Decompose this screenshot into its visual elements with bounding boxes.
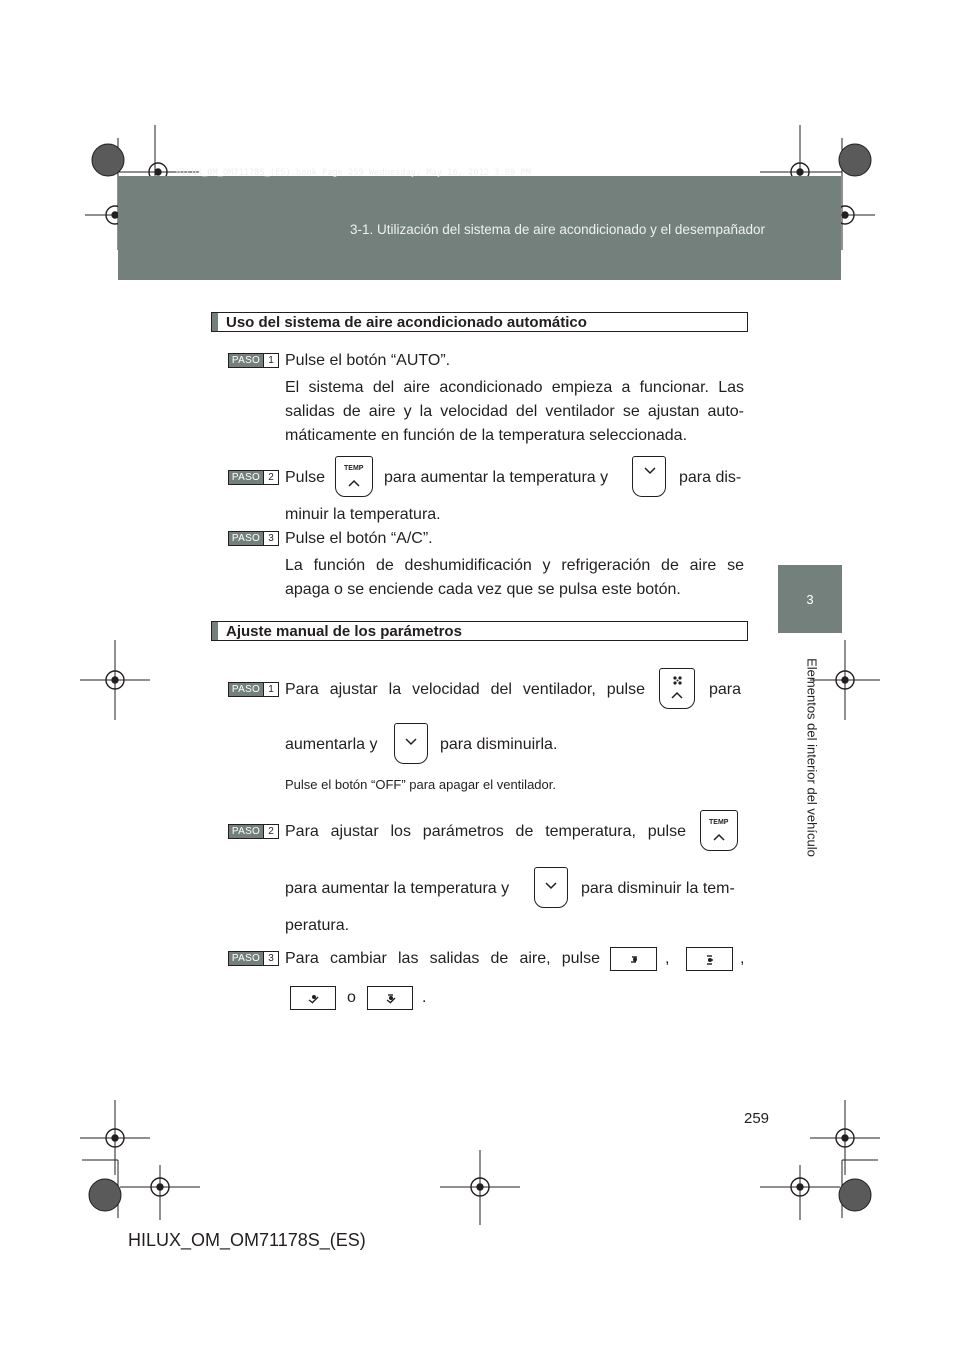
step-text: Pulse el botón “A/C”. xyxy=(285,530,433,547)
step-badge: PASO 3 xyxy=(228,531,279,546)
step-description: apaga o se enciende cada vez que se pulsa este botón. xyxy=(285,581,681,598)
step-text: Para cambiar las salidas de aire, pulse xyxy=(285,950,600,967)
step-text: Pulse el botón “AUTO”. xyxy=(285,352,451,369)
step-text: minuir la temperatura. xyxy=(285,506,441,523)
step-text: para aumentar la temperatura y xyxy=(384,469,609,486)
step-badge: PASO 1 xyxy=(228,353,279,368)
vent-bilevel-icon xyxy=(686,947,733,971)
separator: , xyxy=(740,950,745,967)
conjunction: o xyxy=(347,989,356,1006)
temp-up-button-icon xyxy=(335,456,373,497)
step-text: para disminuirla. xyxy=(440,736,558,753)
step-text: aumentarla y xyxy=(285,736,378,753)
page-number: 259 xyxy=(744,1110,770,1127)
step-description: La función de deshumidificación y refrigeración de aire se xyxy=(285,557,744,574)
step-text: para aumentar la temperatura y xyxy=(285,880,510,897)
heading-manual xyxy=(211,621,748,641)
step-badge: PASO 2 xyxy=(228,824,279,839)
step-text: Para ajustar la velocidad del ventilador, pulse xyxy=(285,681,645,698)
chapter-title: Elementos del interior del vehículo xyxy=(804,658,820,857)
step-text: para xyxy=(709,681,742,698)
step-note: Pulse el botón “OFF” para apagar el ventilador. xyxy=(285,777,556,792)
svg-text:TEMP: TEMP xyxy=(344,465,364,472)
step-text: peratura. xyxy=(285,917,350,934)
temp-up-button-icon xyxy=(700,810,738,851)
step-text: para disminuir la tem- xyxy=(581,880,735,897)
temp-down-button-icon xyxy=(534,867,568,908)
step-text: Para ajustar los parámetros de temperatura, pulse xyxy=(285,823,686,840)
fan-down-button-icon xyxy=(394,723,428,764)
vent-face-icon xyxy=(610,947,657,971)
heading-auto xyxy=(211,312,748,332)
print-imprint: HILUX_OM_OM71178S_(ES).book Page 259 Wednesday, May 16, 2012 3:09 PM xyxy=(176,168,531,178)
document-code: HILUX_OM_OM71178S_(ES) xyxy=(128,1230,366,1250)
fan-up-button-icon xyxy=(659,668,695,709)
step-description: salidas de aire y la velocidad del ventilador se ajustan auto- xyxy=(285,403,744,420)
section-title: 3-1. Utilización del sistema de aire acondicionado y el desempañador xyxy=(350,222,765,237)
chapter-number: 3 xyxy=(806,592,814,607)
separator: , xyxy=(665,950,670,967)
step-badge: PASO 3 xyxy=(228,951,279,966)
step-text: para dis- xyxy=(679,469,742,486)
vent-feet-defrost-icon xyxy=(367,986,413,1010)
period: . xyxy=(422,989,427,1006)
step-description: El sistema del aire acondicionado empieza a funcionar. Las xyxy=(285,379,744,396)
svg-text:TEMP: TEMP xyxy=(709,819,729,826)
step-badge: PASO 2 xyxy=(228,470,279,485)
step-text: Pulse xyxy=(285,469,326,486)
temp-down-button-icon xyxy=(632,456,666,497)
heading-manual-text: Ajuste manual de los parámetros xyxy=(226,623,462,640)
vent-feet-icon xyxy=(290,986,336,1010)
heading-auto-text: Uso del sistema de aire acondicionado automático xyxy=(226,314,587,331)
step-description: máticamente en función de la temperatura seleccionada. xyxy=(285,427,688,444)
step-badge: PASO 1 xyxy=(228,682,279,697)
